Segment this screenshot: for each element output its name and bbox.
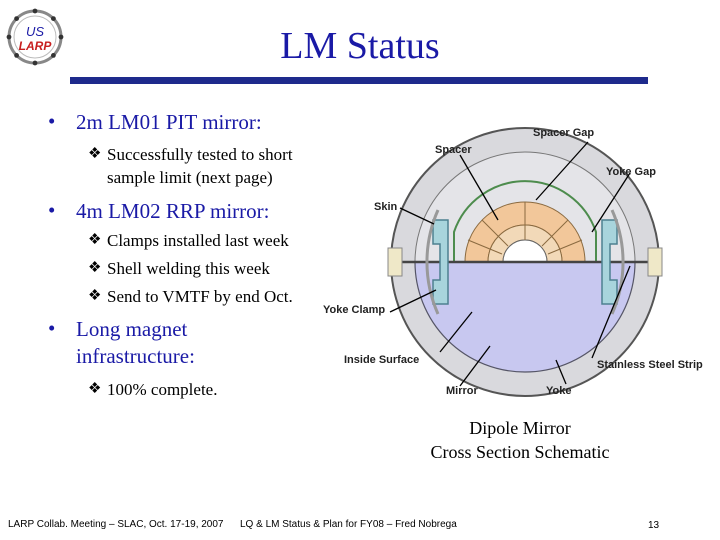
subbullet-text-line1: Successfully tested to short	[107, 145, 293, 164]
label-skin: Skin	[374, 201, 398, 213]
label-spacer-gap: Spacer Gap	[533, 127, 595, 139]
bullet-lm02	[48, 198, 348, 226]
bullet-marker: •	[48, 198, 56, 222]
bullet-lm01	[48, 109, 348, 137]
bullet-long-magnet	[48, 316, 308, 372]
bullet-text-line2: infrastructure:	[76, 344, 195, 368]
side-tab-left	[388, 248, 402, 276]
subbullet-text: 100% complete.	[107, 380, 218, 399]
caption-line2: Cross Section Schematic	[430, 442, 610, 462]
subbullet-clamps	[88, 229, 348, 253]
bullet-text: 2m LM01 PIT mirror:	[76, 110, 262, 134]
caption-line1: Dipole Mirror	[469, 418, 571, 438]
subbullet-marker: ❖	[88, 146, 102, 162]
label-yoke-gap: Yoke Gap	[606, 166, 656, 178]
footer-meeting: LARP Collab. Meeting – SLAC, Oct. 17-19, 2007	[8, 519, 224, 530]
figure-caption	[400, 416, 640, 466]
logo-text-larp: LARP	[18, 39, 52, 53]
subbullet-complete	[88, 378, 308, 402]
label-spacer: Spacer	[435, 144, 472, 156]
bullet-marker: •	[48, 316, 56, 340]
label-stainless-steel-strip: Stainless Steel Strip	[597, 359, 703, 371]
subbullet-marker: ❖	[88, 260, 102, 276]
subbullet-marker: ❖	[88, 288, 102, 304]
label-inside-surface: Inside Surface	[344, 354, 420, 366]
subbullet-tested	[88, 143, 348, 191]
title-rule	[70, 77, 648, 84]
footer-page-number: 13	[648, 520, 660, 531]
bullet-text-line1: Long magnet	[76, 317, 188, 341]
logo-text-us: US	[25, 24, 45, 39]
bullet-marker: •	[48, 109, 56, 133]
label-yoke-clamp: Yoke Clamp	[323, 304, 386, 316]
subbullet-text-line2: sample limit (next page)	[107, 168, 273, 187]
slide-title: LM Status	[280, 25, 440, 67]
bullet-text: 4m LM02 RRP mirror:	[76, 199, 270, 223]
subbullet-marker: ❖	[88, 232, 102, 248]
subbullet-shell	[88, 257, 348, 281]
footer-presentation: LQ & LM Status & Plan for FY08 – Fred Nobrega	[240, 519, 457, 530]
subbullet-text: Clamps installed last week	[107, 231, 289, 250]
subbullet-text: Shell welding this week	[107, 259, 270, 278]
label-yoke: Yoke	[546, 385, 572, 397]
subbullet-vmtf	[88, 285, 348, 309]
subbullet-text: Send to VMTF by end Oct.	[107, 287, 293, 306]
subbullet-marker: ❖	[88, 381, 102, 397]
label-mirror: Mirror	[446, 385, 478, 397]
side-tab-right	[648, 248, 662, 276]
